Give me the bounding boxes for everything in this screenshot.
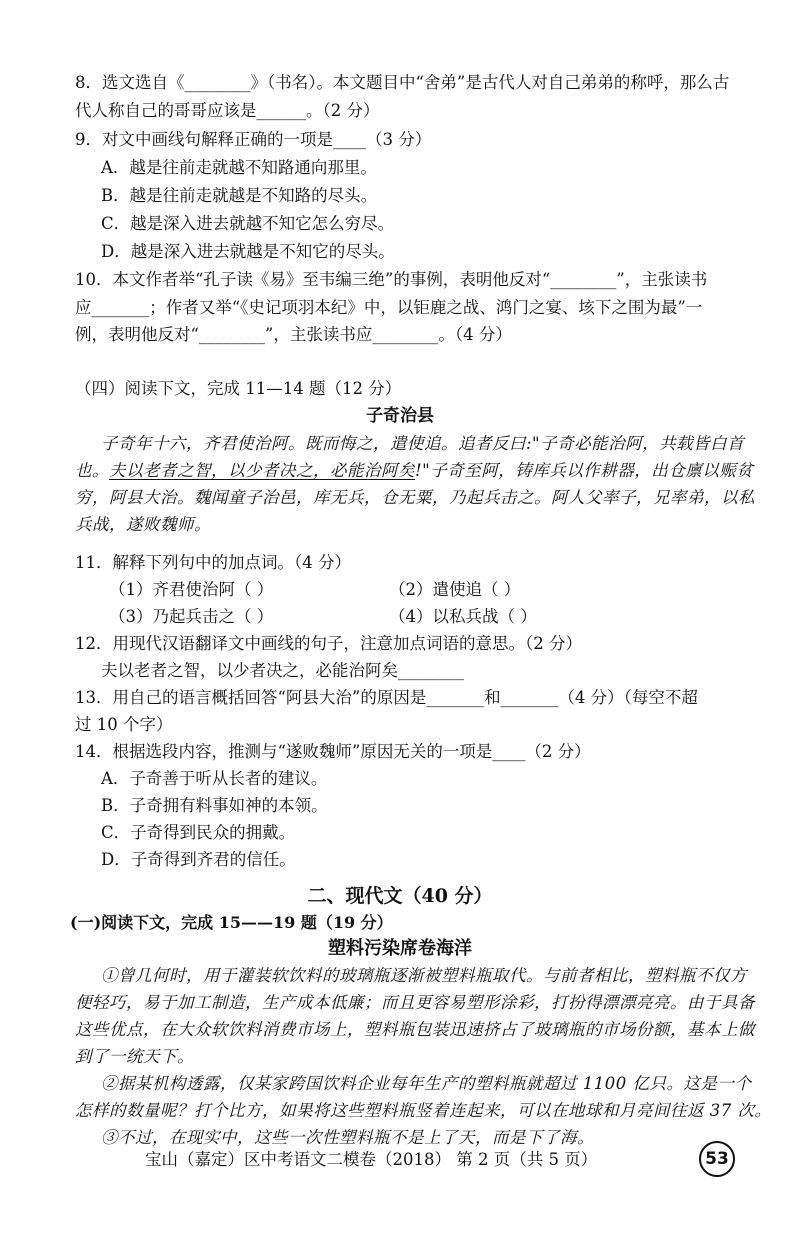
q9-option-d: D．越是深入进去就越是不知它的尽头。 [101,242,395,261]
para1-line3: 这些优点，在大众软饮料消费市场上，塑料瓶包装迅速挤占了玻璃瓶的市场份额，基本上做 [75,1020,755,1039]
q13-line2: 过 10 个字） [75,715,173,734]
page-footer: 宝山（嘉定）区中考语文二模卷（2018） 第 2 页（共 5 页） [145,1150,598,1169]
passage-line2-post: !"子奇至阿，铸库兵以作耕器，出仓廪以赈贫 [415,461,754,480]
para2-line2: 怎样的数量呢？打个比方，如果将这些塑料瓶竖着连起来，可以在地球和月亮间往返 37 次。 [75,1101,772,1120]
q14-option-c: C．子奇得到民众的拥戴。 [101,823,296,842]
modern-section-heading: 二、现代文（40 分） [307,885,493,907]
para1-line4: 到了一统天下。 [75,1047,194,1066]
para2-line1: ②据某机构透露，仅某家跨国饮料企业每年生产的塑料瓶就超过 1100 亿只。这是一个 [101,1074,752,1093]
q10-line2: 应_______；作者又举“《史记项羽本纪》中，以钜鹿之战、鸿门之宴、垓下之围为最”一 [75,298,703,317]
q14-option-b: B．子奇拥有料事如神的本领。 [101,796,328,815]
q11-item-3: （3）乃起兵击之（ ） [109,607,274,626]
passage-title: 子奇治县 [366,406,434,426]
passage-line4: 兵战，遂败魏师。 [75,515,211,534]
q10-line1: 10．本文作者举“孔子读《易》至韦编三绝”的事例，表明他反对“________”，主张读书 [75,270,708,289]
para3-line1: ③不过，在现实中，这些一次性塑料瓶不是上了天，而是下了海。 [101,1128,594,1147]
q13-line1: 13．用自己的语言概括回答“阿县大治”的原因是_______和_______（4 分）（每空不超 [75,688,698,707]
q9-option-b: B．越是往前走就越是不知路的尽头。 [101,186,378,205]
q8-line1: 8．选文选自《________》（书名）。本文题目中“舍弟”是古代人对自己弟弟的称呼，那么古 [75,73,730,92]
section4-header: （四）阅读下文，完成 11—14 题（12 分） [75,379,402,398]
q8-line2: 代人称自己的哥哥应该是______。（2 分） [75,101,380,120]
q11-row2 [109,607,537,627]
q12-sentence: 夫以老者之智，以少者决之，必能治阿矣________ [101,661,464,680]
para1-line1: ①曾几何时，用于灌装软饮料的玻璃瓶逐渐被塑料瓶取代。与前者相比，塑料瓶不仅方 [101,966,747,985]
passage-line2-pre: 也。 [75,461,109,480]
q11-item-2: （2）遣使追（ ） [389,580,521,599]
q9-stem: 9．对文中画线句解释正确的一项是____（3 分） [75,130,432,149]
q10-line3: 例，表明他反对“________”，主张读书应________。（4 分） [75,325,512,344]
q11-item-1: （1）齐君使治阿（ ） [109,580,274,599]
q14-option-d: D．子奇得到齐君的信任。 [101,850,296,869]
q11-item-4: （4）以私兵战（ ） [389,607,537,626]
para1-line2: 便轻巧，易于加工制造，生产成本低廉；而且更容易塑形涂彩，打扮得漂漂亮亮。由于具备 [75,993,755,1012]
q11-stem: 11．解释下列句中的加点词。（4 分） [75,553,351,572]
q14-option-a: A．子奇善于听从长者的建议。 [101,769,328,788]
q14-stem: 14．根据选段内容，推测与“遂败魏师”原因无关的一项是____（2 分） [75,742,591,761]
passage-line1: 子奇年十六，齐君使治阿。既而悔之，遣使追。追者反曰:"子奇必能治阿，共载皆白首 [101,434,745,453]
page-number-badge: 53 [699,1141,735,1177]
passage-line2 [75,461,753,481]
q9-option-a: A．越是往前走就越不知路通向那里。 [101,158,377,177]
article-title: 塑料污染席卷海洋 [328,938,472,959]
q12-stem: 12．用现代汉语翻译文中画线的句子，注意加点词语的意思。（2 分） [75,634,582,653]
passage-line3: 穷，阿县大治。魏闻童子治邑，库无兵，仓无粟，乃起兵击之。阿人父率子，兄率弟，以私 [75,488,755,507]
q11-row1 [109,580,521,600]
modern-subheader: (一)阅读下文，完成 15——19 题（19 分） [70,913,393,932]
underlined-sentence: 夫以老者之智，以少者决之，必能治阿矣 [109,461,415,480]
q9-option-c: C．越是深入进去就越不知它怎么穷尽。 [101,214,395,233]
